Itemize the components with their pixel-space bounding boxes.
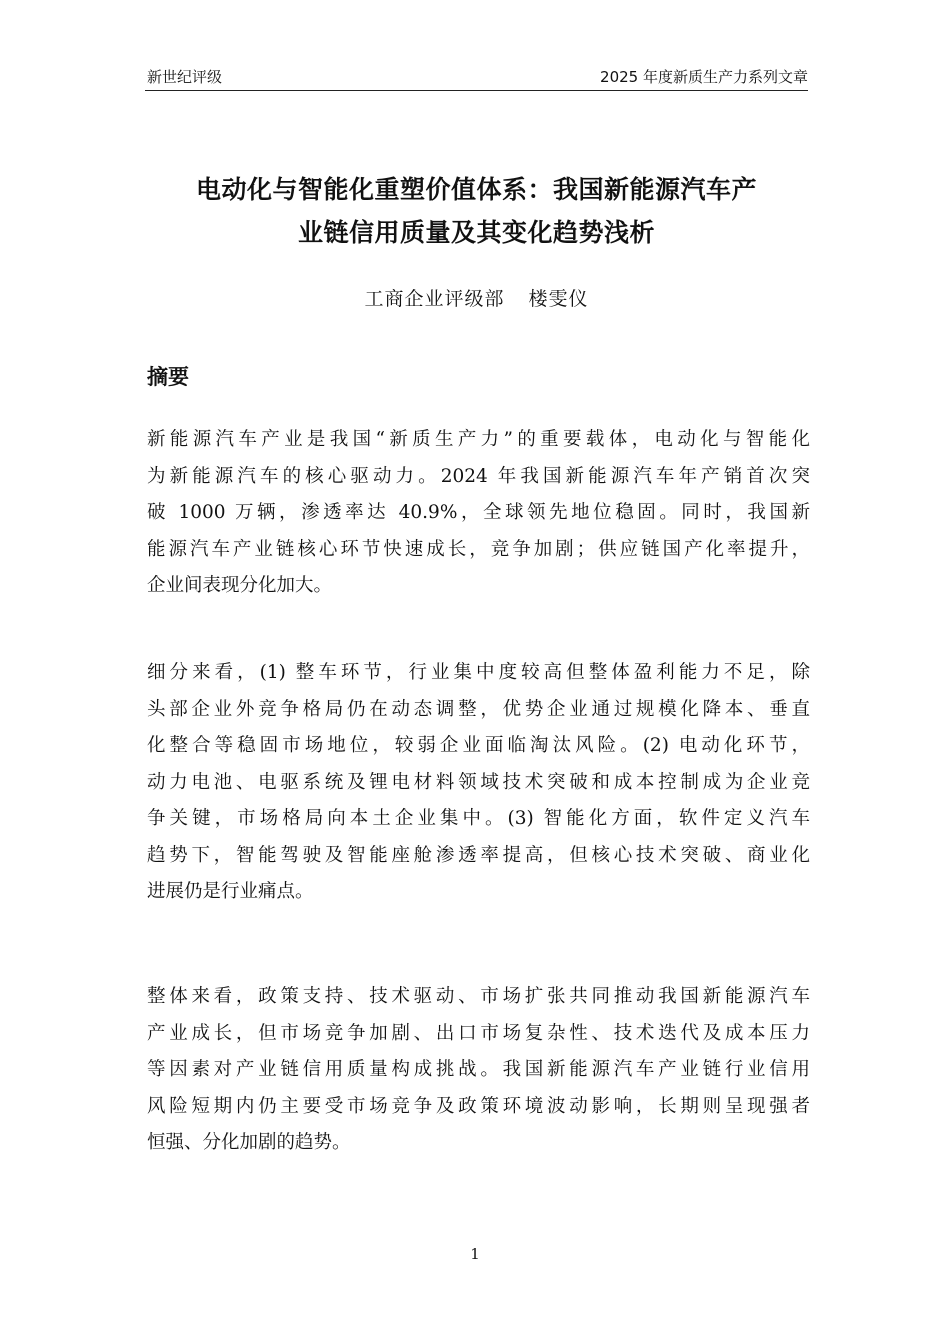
paragraph-line: 化整合等稳固市场地位，较弱企业面临淘汰风险。(2) 电动化环节， xyxy=(147,735,810,756)
header-publisher: 新世纪评级 xyxy=(147,68,223,86)
paragraph-line: 动力电池、电驱系统及锂电材料领域技术突破和成本控制成为企业竞 xyxy=(147,771,810,793)
document-title xyxy=(145,168,808,254)
paragraph-line: 产业成长，但市场竞争加剧、出口市场复杂性、技术迭代及成本压力 xyxy=(147,1022,810,1044)
paragraph-line: 为新能源汽车的核心驱动力。2024 年我国新能源汽车年产销首次突 xyxy=(147,465,810,487)
paragraph-line: 整体来看，政策支持、技术驱动、市场扩张共同推动我国新能源汽车 xyxy=(147,986,810,1007)
abstract-paragraph-1 xyxy=(147,422,810,605)
paragraph-line: 争关键，市场格局向本土企业集中。(3) 智能化方面，软件定义汽车 xyxy=(147,808,810,829)
paragraph-line: 进展仍是行业痛点。 xyxy=(147,881,314,902)
byline-department: 工商企业评级部 xyxy=(364,288,505,310)
paragraph-line: 趋势下，智能驾驶及智能座舱渗透率提高，但核心技术突破、商业化 xyxy=(147,844,810,866)
page-header xyxy=(145,64,808,91)
abstract-heading: 摘要 xyxy=(147,365,189,389)
paragraph-line: 新能源汽车产业是我国“新质生产力”的重要载体，电动化与智能化 xyxy=(147,429,810,450)
page-number: 1 xyxy=(470,1245,480,1263)
title-line: 电动化与智能化重塑价值体系：我国新能源汽车产 xyxy=(195,175,757,204)
paragraph-line: 破 1000 万辆，渗透率达 40.9%，全球领先地位稳固。同时，我国新 xyxy=(147,502,810,523)
paragraph-line: 能源汽车产业链核心环节快速成长，竞争加剧；供应链国产化率提升， xyxy=(147,538,810,560)
paragraph-line: 细分来看，(1) 整车环节，行业集中度较高但整体盈利能力不足，除 xyxy=(147,662,810,683)
paragraph-line: 恒强、分化加剧的趋势。 xyxy=(147,1132,351,1153)
paragraph-line: 企业间表现分化加大。 xyxy=(147,575,333,596)
title-line: 业链信用质量及其变化趋势浅析 xyxy=(297,218,655,247)
byline-author: 楼雯仪 xyxy=(528,288,589,310)
abstract-paragraph-3 xyxy=(147,979,810,1162)
header-series-title: 2025 年度新质生产力系列文章 xyxy=(600,68,808,86)
paragraph-line: 头部企业外竞争格局仍在动态调整，优势企业通过规模化降本、垂直 xyxy=(147,698,810,720)
abstract-paragraph-2 xyxy=(147,655,810,911)
paragraph-line: 等因素对产业链信用质量构成挑战。我国新能源汽车产业链行业信用 xyxy=(147,1059,810,1080)
byline xyxy=(145,285,808,313)
paragraph-line: 风险短期内仍主要受市场竞争及政策环境波动影响，长期则呈现强者 xyxy=(147,1095,810,1117)
